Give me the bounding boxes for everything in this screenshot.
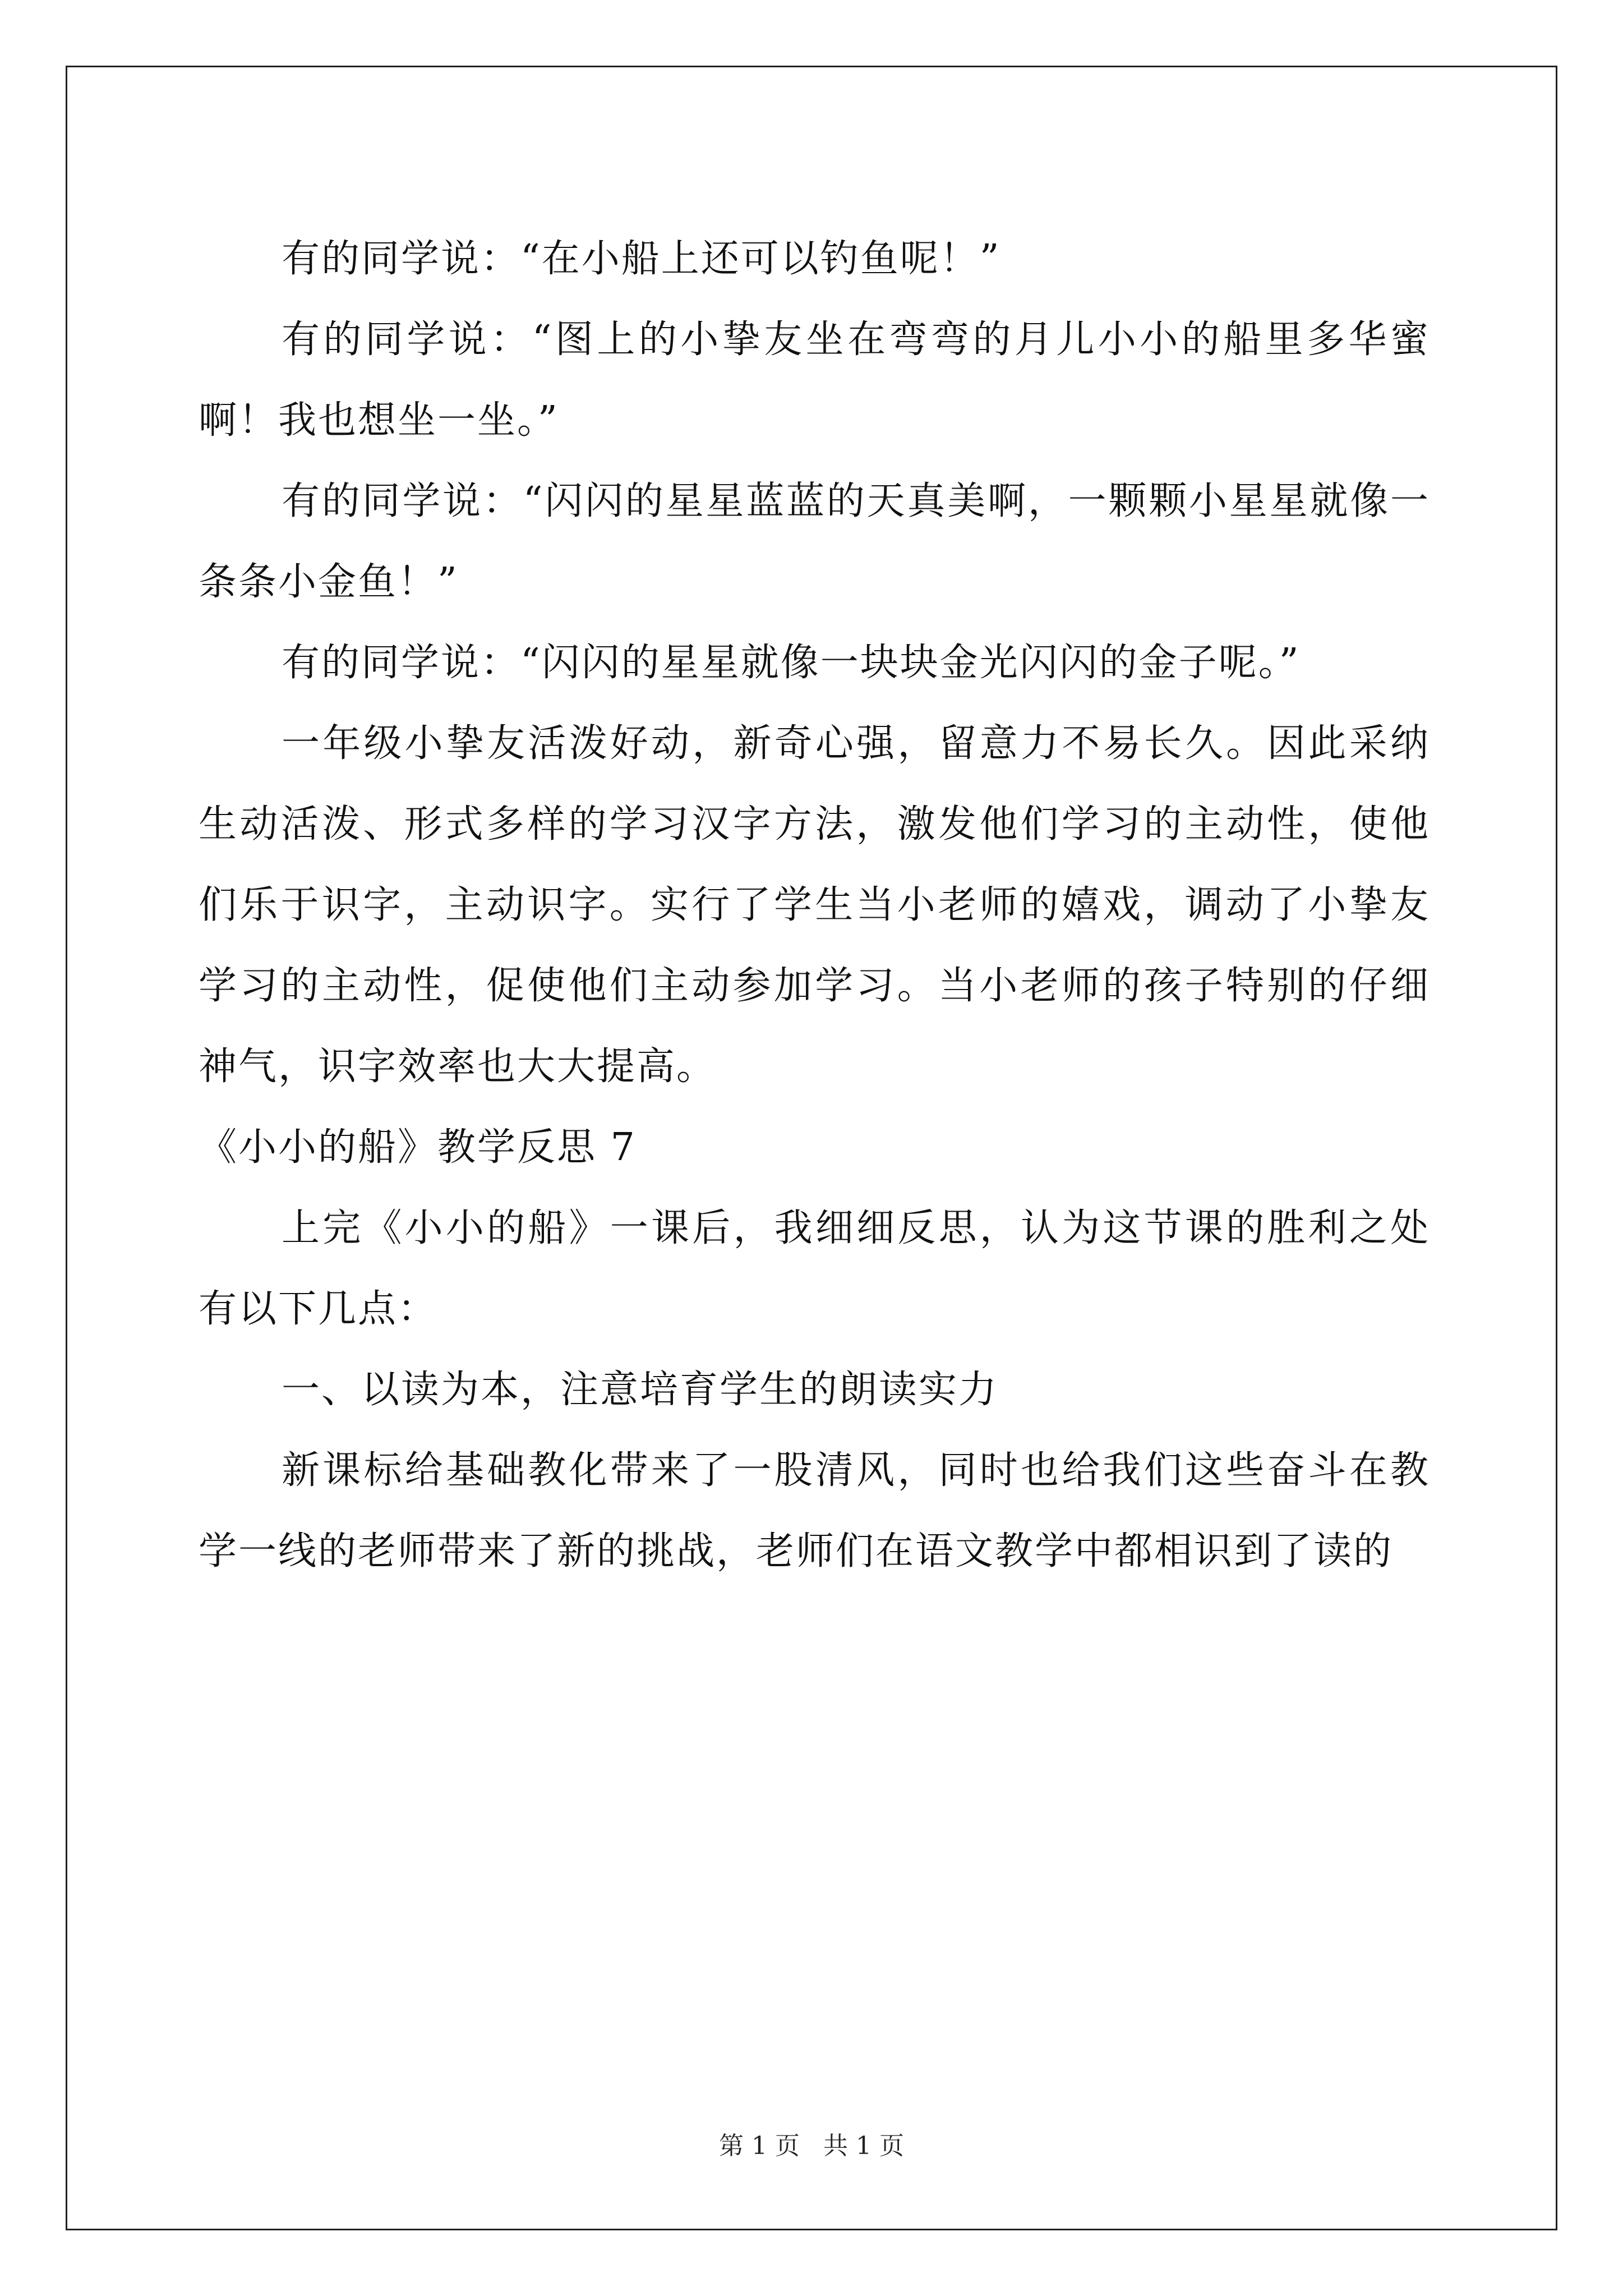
document-body (199, 219, 1430, 1592)
section-heading: 《小小的船》教学反思 7 (199, 1125, 637, 1170)
page-number-footer: 第 1 页 共 1 页 (719, 2132, 904, 2160)
paragraph: 有的同学说：“图上的小挚友坐在弯弯的月儿小小的船里多华蜜啊！我也想坐一坐。” (199, 318, 1430, 443)
paragraph: 新课标给基础教化带来了一股清风，同时也给我们这些奋斗在教学一线的老师带来了新的挑战，老师们在语文教学中都相识到了读的 (199, 1448, 1430, 1573)
paragraph: 上完《小小的船》一课后，我细细反思，认为这节课的胜利之处有以下几点： (199, 1206, 1430, 1331)
paragraph: 有的同学说：“闪闪的星星就像一块块金光闪闪的金子呢。” (282, 641, 1301, 685)
paragraph: 有的同学说：“在小船上还可以钓鱼呢！” (282, 237, 1001, 281)
paragraph: 有的同学说：“闪闪的星星蓝蓝的天真美啊，一颗颗小星星就像一条条小金鱼！” (199, 479, 1430, 604)
paragraph: 一年级小挚友活泼好动，新奇心强，留意力不易长久。因此采纳生动活泼、形式多样的学习汉字方法，激发他们学习的主动性，使他们乐于识字，主动识字。实行了学生当小老师的嬉戏，调动了小挚友学习的主动性，促使他们主动参加学习。当小老师的孩子特别的仔细神气，识字效率也大大提高。 (199, 721, 1430, 1089)
paragraph: 一、以读为本，注意培育学生的朗读实力 (282, 1368, 999, 1412)
